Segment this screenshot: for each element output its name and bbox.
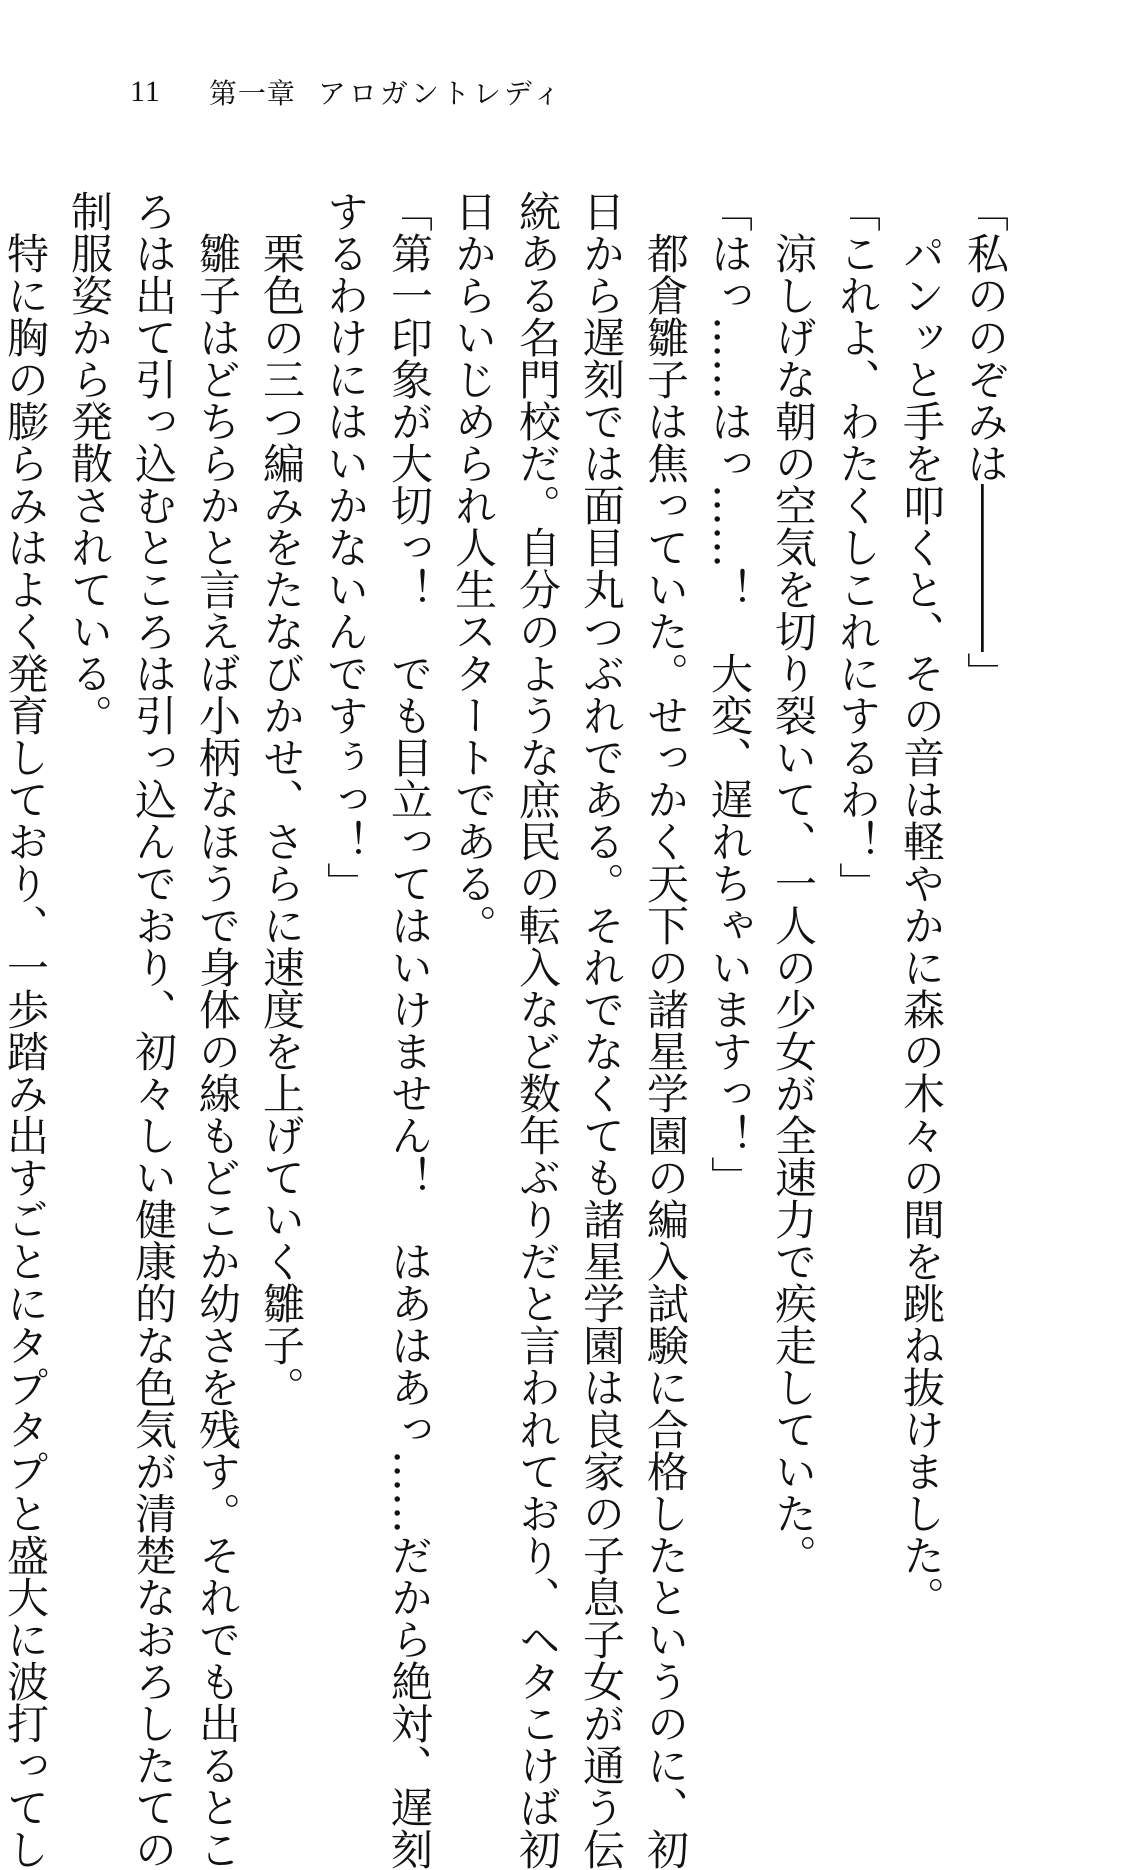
text-line: 雛子はどちらかと言えば小柄なほうで身体の線もどこか幼さを残す。それでも出るとこ xyxy=(193,232,242,1870)
text-line: するわけにはいかないんですぅっ！」 xyxy=(321,190,370,904)
text-line: 日から遅刻では面目丸つぶれである。それでなくても諸星学園は良家の子息子女が通う伝 xyxy=(577,190,626,1870)
text-line: パンッと手を叩くと、その音は軽やかに森の木々の間を跳ね抜けました。 xyxy=(897,232,946,1618)
text-line: 「私ののぞみは――――」 xyxy=(961,190,1010,694)
text-line: 栗色の三つ編みをたなびかせ、さらに速度を上げていく雛子。 xyxy=(257,232,306,1408)
text-line: 涼しげな朝の空気を切り裂いて、一人の少女が全速力で疾走していた。 xyxy=(769,232,818,1576)
vertical-text-body xyxy=(1,190,1017,1870)
chapter-label: 第一章 xyxy=(208,77,296,110)
text-line: 統ある名門校だ。自分のような庶民の転入など数年ぶりだと言われており、ヘタこけば初 xyxy=(513,190,562,1870)
text-line: 制服姿から発散されている。 xyxy=(65,190,114,736)
text-line: 「これよ、わたくしこれにするわ！」 xyxy=(833,190,882,904)
text-line: 都倉雛子は焦っていた。せっかく天下の諸星学園の編入試験に合格したというのに、初 xyxy=(641,232,690,1870)
text-line: 特に胸の膨らみはよく発育しており、一歩踏み出すごとにタプタプと盛大に波打ってし xyxy=(1,232,50,1870)
text-line: ろは出て引っ込むところは引っ込んでおり、初々しい健康的な色気が清楚なおろしたての xyxy=(129,190,178,1870)
chapter-title: アロガントレディ xyxy=(317,77,564,110)
text-line: 日からいじめられ人生スタートである。 xyxy=(449,190,498,946)
running-head xyxy=(130,72,564,112)
text-line: 「第一印象が大切っ！ でも目立ってはいけません！ はあはあっ……だから絶対、遅刻 xyxy=(385,190,434,1870)
page-number: 11 xyxy=(130,75,161,108)
text-line: 「はっ……はっ……！ 大変、遅れちゃいますっ！」 xyxy=(705,190,754,1198)
